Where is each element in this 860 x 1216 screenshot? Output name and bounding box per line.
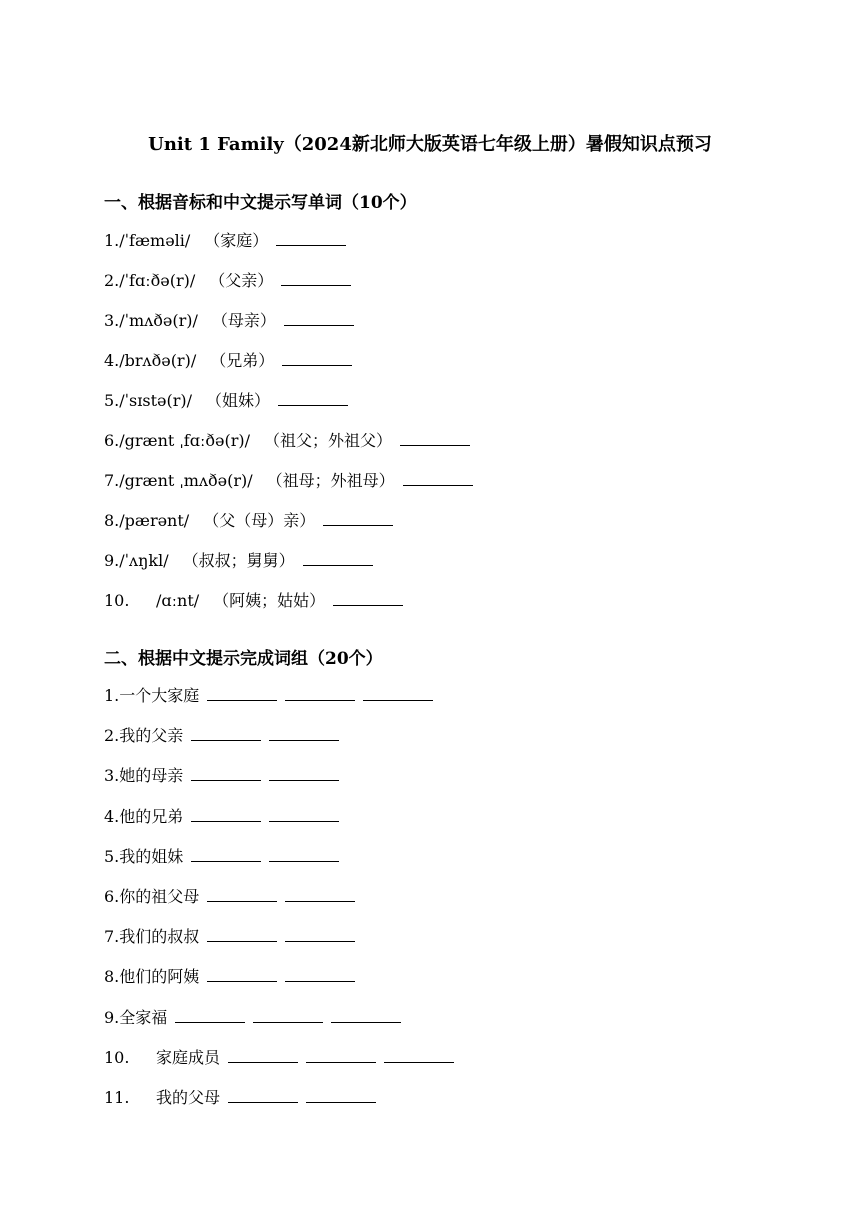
question-number: 10. — [104, 1048, 130, 1067]
chinese-hint: （祖父；外祖父） — [263, 431, 392, 450]
answer-blank[interactable] — [228, 1048, 298, 1063]
answer-blank[interactable] — [191, 807, 261, 822]
answer-blank[interactable] — [269, 847, 339, 862]
chinese-phrase: 我的姐妹 — [119, 847, 184, 866]
phonetic-text: /pærənt/ — [119, 511, 190, 530]
chinese-phrase: 她的母亲 — [119, 766, 184, 785]
answer-blank[interactable] — [269, 807, 339, 822]
phonetic-question — [104, 228, 346, 254]
answer-blank[interactable] — [363, 686, 433, 701]
phonetic-question — [104, 308, 354, 334]
chinese-hint: （叔叔；舅舅） — [182, 551, 295, 570]
question-number: 4. — [104, 351, 120, 370]
question-number: 8. — [104, 967, 120, 986]
phonetic-text: /grænt ˌfɑːðə(r)/ — [119, 431, 250, 450]
question-number: 9. — [104, 1008, 120, 1027]
answer-blank[interactable] — [207, 887, 277, 902]
answer-blank[interactable] — [207, 686, 277, 701]
question-number: 7. — [104, 471, 120, 490]
phonetic-question — [104, 588, 403, 614]
phonetic-text: /ˈfæməli/ — [119, 231, 191, 250]
chinese-phrase: 家庭成员 — [156, 1048, 221, 1067]
answer-blank[interactable] — [207, 967, 277, 982]
answer-blank[interactable] — [306, 1048, 376, 1063]
answer-blank[interactable] — [191, 726, 261, 741]
phrase-question — [104, 1045, 454, 1071]
answer-blank[interactable] — [253, 1008, 323, 1023]
answer-blank[interactable] — [331, 1008, 401, 1023]
answer-blank[interactable] — [284, 311, 354, 326]
chinese-phrase: 我的父亲 — [119, 726, 184, 745]
answer-blank[interactable] — [303, 551, 373, 566]
phrase-question — [104, 844, 339, 870]
chinese-phrase: 你的祖父母 — [119, 887, 200, 906]
phrase-question — [104, 1005, 401, 1031]
question-number: 5. — [104, 847, 120, 866]
phonetic-text: /ˈsɪstə(r)/ — [119, 391, 193, 410]
answer-blank[interactable] — [285, 887, 355, 902]
answer-blank[interactable] — [191, 847, 261, 862]
chinese-hint: （阿姨；姑姑） — [213, 591, 326, 610]
phrase-question — [104, 924, 355, 950]
answer-blank[interactable] — [191, 766, 261, 781]
answer-blank[interactable] — [403, 471, 473, 486]
answer-blank[interactable] — [282, 351, 352, 366]
chinese-hint: （祖母；外祖母） — [266, 471, 395, 490]
chinese-hint: （父亲） — [209, 271, 274, 290]
phonetic-text: /brʌðə(r)/ — [119, 351, 197, 370]
answer-blank[interactable] — [269, 766, 339, 781]
chinese-phrase: 我们的叔叔 — [119, 927, 200, 946]
answer-blank[interactable] — [285, 967, 355, 982]
question-number: 11. — [104, 1088, 130, 1107]
chinese-hint: （父（母）亲） — [203, 511, 316, 530]
phonetic-question — [104, 388, 348, 414]
phonetic-question — [104, 548, 373, 574]
question-number: 6. — [104, 431, 120, 450]
chinese-hint: （母亲） — [211, 311, 276, 330]
answer-blank[interactable] — [333, 591, 403, 606]
question-number: 5. — [104, 391, 120, 410]
answer-blank[interactable] — [228, 1088, 298, 1103]
phrase-question — [104, 683, 433, 709]
question-number: 7. — [104, 927, 120, 946]
answer-blank[interactable] — [269, 726, 339, 741]
phrase-question — [104, 723, 339, 749]
phonetic-text: /ˈfɑːðə(r)/ — [119, 271, 196, 290]
phonetic-question — [104, 468, 473, 494]
chinese-phrase: 他的兄弟 — [119, 807, 184, 826]
chinese-hint: （姐妹） — [206, 391, 271, 410]
phrase-question — [104, 763, 339, 789]
answer-blank[interactable] — [207, 927, 277, 942]
chinese-phrase: 我的父母 — [156, 1088, 221, 1107]
question-number: 1. — [104, 231, 120, 250]
question-number: 2. — [104, 726, 120, 745]
answer-blank[interactable] — [384, 1048, 454, 1063]
phrase-question — [104, 884, 355, 910]
chinese-hint: （兄弟） — [210, 351, 275, 370]
phonetic-text: /ˈmʌðə(r)/ — [119, 311, 198, 330]
question-number: 1. — [104, 686, 120, 705]
section-2-heading: 二、根据中文提示完成词组（20个） — [104, 649, 383, 669]
answer-blank[interactable] — [276, 231, 346, 246]
chinese-phrase: 一个大家庭 — [119, 686, 200, 705]
question-number: 10. — [104, 591, 130, 610]
answer-blank[interactable] — [400, 431, 470, 446]
answer-blank[interactable] — [175, 1008, 245, 1023]
phonetic-question — [104, 348, 352, 374]
phonetic-question — [104, 428, 470, 454]
phonetic-text: /ˈʌŋkl/ — [119, 551, 169, 570]
answer-blank[interactable] — [306, 1088, 376, 1103]
question-number: 4. — [104, 807, 120, 826]
phrase-question — [104, 964, 355, 990]
phrase-question — [104, 804, 339, 830]
chinese-phrase: 他们的阿姨 — [119, 967, 200, 986]
phrase-question — [104, 1085, 376, 1111]
chinese-phrase: 全家福 — [119, 1008, 168, 1027]
phonetic-question — [104, 508, 393, 534]
question-number: 9. — [104, 551, 120, 570]
page-title: Unit 1 Family（2024新北师大版英语七年级上册）暑假知识点预习 — [148, 134, 712, 155]
question-number: 3. — [104, 311, 120, 330]
answer-blank[interactable] — [278, 391, 348, 406]
phonetic-text: /grænt ˌmʌðə(r)/ — [119, 471, 253, 490]
question-number: 2. — [104, 271, 120, 290]
question-number: 8. — [104, 511, 120, 530]
section-1-heading: 一、根据音标和中文提示写单词（10个） — [104, 193, 417, 213]
question-number: 3. — [104, 766, 120, 785]
chinese-hint: （家庭） — [204, 231, 269, 250]
answer-blank[interactable] — [285, 927, 355, 942]
answer-blank[interactable] — [285, 686, 355, 701]
question-number: 6. — [104, 887, 120, 906]
phonetic-question — [104, 268, 351, 294]
answer-blank[interactable] — [323, 511, 393, 526]
phonetic-text: /ɑːnt/ — [156, 591, 200, 610]
answer-blank[interactable] — [281, 271, 351, 286]
